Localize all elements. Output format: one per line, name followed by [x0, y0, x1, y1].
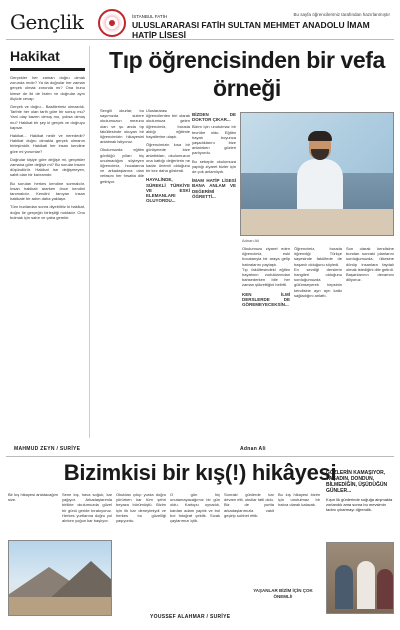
main-column-2 — [146, 108, 190, 386]
person-figure — [357, 561, 375, 609]
hakikat-paragraph: Hakikat... Hakikat nedir ve nerededir? Hakikat doğru olmakla gerçek olmanın birleşimidir. Hakikati her insan kendine göre mi yorumlar? — [10, 133, 85, 154]
pull-quote: YAŞANLAR BİZİM İÇİN ÇOK ÖNEMLİ! — [253, 588, 313, 599]
main-column-4 — [242, 246, 290, 386]
photo-desk — [241, 209, 394, 236]
second-paragraph: Bir kış hikayesi anlatacağım size. — [8, 492, 58, 503]
main-headline: Tıp öğrencisinden bir vefa örneği — [109, 47, 385, 101]
section-divider — [6, 456, 394, 457]
hakikat-paragraph: Tüm bunlardan sonra diyebiliriz ki hakikat, doğru ile gerçeğin birleştiği noktadır. Onu bulmak için sabır ve çaba gerekir. — [10, 204, 85, 220]
hakikat-paragraph: Gerçekler her zaman doğru olmak zorunda mıdır? Ya da doğrular her zaman gerçek olmak zorunda mı? Ona bunu kimse de iki de bizim ve doğrular aynı ölçüde cevap — [10, 75, 85, 101]
person-figure — [335, 565, 353, 609]
student-photo — [240, 112, 394, 236]
hakikat-body — [6, 75, 89, 220]
main-paragraph: Sevgili okurlar, bu sayımızda sizlere okulumuzun mezunu olan ve şu anda tıp fakültesinde okuyan bir öğrencimizin hikayesini anlatmak istiyoruz. — [100, 108, 144, 145]
main-paragraph: Bu sebeple okulumuza yaptığı ziyaret bizler için de çok anlamlıydı. — [192, 158, 236, 175]
main-column-3 — [192, 108, 236, 386]
student-figure — [297, 131, 343, 211]
masthead-logo: Gençlik — [10, 10, 84, 34]
school-seal-icon — [98, 9, 126, 37]
main-subhead-4: KEN İLMİ DERSLERDE DE GÖREMEYECEKSİN... — [242, 291, 290, 308]
main-subhead-2: BİZDEN DE DOKTOR ÇIKAR... — [192, 112, 236, 123]
masthead-tagline: Bu sayfa öğrencilerimiz tarafından hazırlanmıştır — [293, 12, 390, 17]
main-paragraph: Okulumuzu ziyaret eden öğrencimiz, eski hocalarıyla bir araya gelip hatıralarını paylaştı. — [242, 246, 290, 267]
main-paragraph: Okulumuzda eğitim gördüğü yılları hiç unutmadığını söyleyen öğrencimiz, hocalarına ve arkadaşlarına olan vefasını her fırsatta dile getiriyor. — [100, 147, 144, 184]
main-subhead-1: HAYALİNDE, SÜREKLİ TÜRKİYE VE ESKİ ELEMANLARI OLUYORDU... — [146, 177, 190, 204]
main-paragraph: Son olarak kendisine bundan sonraki planlarını sorduğumuzda, ülkesine dönüp insanlara faydalı olmak istediğini dile getirdi. — [346, 246, 394, 272]
hakikat-rule — [10, 68, 85, 71]
second-paragraph: Okuldan çıkıp yurda doğru yürürken kar tüm şehri beyaza bürümüştü. Bizim için ilk kar deneyimiydi ve herkes bu güzelliği yaşıyordu. — [116, 492, 166, 524]
student-hair — [308, 131, 332, 141]
second-column-2 — [62, 492, 112, 614]
school-title: ULUSLARARASI FATİH SULTAN MEHMET ANADOLU İMAM HATİP LİSESİ — [132, 20, 370, 40]
second-column-3 — [116, 492, 166, 614]
main-column-5 — [294, 246, 342, 386]
sidebox-title: GÖZLERİN KAMAŞIYOR, YAŞADIN, DONDUN, BİLMEDİĞİN, ÜŞÜDÜĞÜN GÜNLER... — [326, 470, 388, 494]
second-paragraph: Sene kış, hava soğuk, kar yağıyor. Arkadaşlarımla birlikte okulumuzda güzel bir günü geride bırakıyoruz. Herkes yurtlarına doğru yol alırken yoğun kar başlıyor. — [62, 492, 112, 524]
hakikat-paragraph: Gerçek ve doğru... Basitlerimiz olmazdık. Tarihte her olan tarih göre bir sonuç mu? Yani olay bazen olmuş mu, yoksa olmuş mu? Hakikat bir şey ki gerçek ve doğruyu kapsar. — [10, 104, 85, 130]
school-city: İSTANBUL FATİH — [132, 14, 168, 19]
school-name — [132, 14, 394, 40]
group-photo — [326, 542, 394, 614]
second-paragraph: Sonraki günlerde kar devam etti, okullar tatil oldu. Biz de yurtta arkadaşlarımızla vakit geçirip sohbet ettik. — [224, 492, 274, 518]
second-sidebox — [326, 470, 394, 552]
hakikat-paragraph: Bu soruları herkes kendine sormalıdır. İnsan hakikati ararken önce kendini tanımalıdır. Kendini tanıyan insan hakikate bir adım daha yaklaşır. — [10, 180, 85, 202]
hakikat-paragraph: Doğrular kişiye göre değişir mi, gerçekler zamana göre değişir mi? Bu sorular insanı düşündürür. Hakikat ise değişmeyen, sabit olan bir kavramdır. — [10, 156, 85, 178]
hakikat-title: Hakikat — [10, 48, 60, 64]
main-author: Adnan Ali — [240, 446, 266, 452]
student-body — [297, 159, 343, 211]
main-paragraph: Tıp fakültesindeki eğitim hayatının zorluklarından bahsederken bile her zaman şükrettiğini belirtti. — [242, 266, 290, 288]
second-author: YOUSSEF ALAHMAR / SURİYE — [150, 614, 231, 620]
main-paragraph: Öğrencimiz, burada öğrendiği Türkçe sayesinde fakültede de başarılı olduğunu söyledi. — [294, 246, 342, 267]
main-column-1 — [100, 108, 144, 386]
main-subhead-3: İMAM HATİP LİSESİ BANA ANLAM VE DEĞERİMİ ÖĞRETTİ... — [192, 178, 236, 199]
second-paragraph: O gün hiç unutamayacağımız bir gün oldu. Kartopu oynadık, kardan adam yaptık ve bol bol fotoğraf çektik. Sıcak çaylarımızı içtik. — [170, 492, 220, 524]
second-column-1 — [8, 492, 58, 536]
person-figure — [377, 569, 393, 609]
main-column-6 — [346, 246, 394, 386]
main-paragraph: En sevdiği derslerin hangileri olduğunu sorduğumuzda gülümseyerek hepsinin kendisine ayrı ayrı katkı sağladığını anlattı. — [294, 266, 342, 298]
second-headline: Bizimkisi bir kış(!) hikâyesi — [63, 460, 337, 485]
sidebox-body: Kışın ilk günlerinde soğuğa alışmakta zorlandık ama sonra bu mevsimin tadını çıkarmayı öğrendik. — [326, 497, 393, 512]
hakikat-column — [6, 46, 90, 438]
main-paragraph: Başarılarının devamını diliyoruz. — [346, 272, 394, 283]
masthead — [6, 6, 394, 40]
main-paragraph: Bizim için unutulmaz bir tecrübe oldu. Eğitim hayatı boyunca yaşadıklarını bize anlatırken gözleri parlıyordu. — [192, 124, 236, 156]
main-paragraph: Uluslararası öğrencilerden biri olarak okulumuza gelen öğrencimiz, burada aldığı eğitimle hayallerine ulaştı. — [146, 108, 190, 140]
second-column-4 — [170, 492, 220, 614]
hakikat-author: MAHMUD ZEYN / SURİYE — [14, 446, 81, 452]
photo-caption: Adnan Ali — [242, 238, 259, 243]
second-paragraph: Bu kış hikayesi bizim için unutulmaz bir hatıra olarak kalacak. — [278, 492, 320, 508]
main-paragraph: Öğrencimizin kısa bir görüşmede bize anlattıkları, okulumuzun ona kattığı değerlerin ne kadar önemli olduğunu bir kez daha gösterdi. — [146, 142, 190, 174]
